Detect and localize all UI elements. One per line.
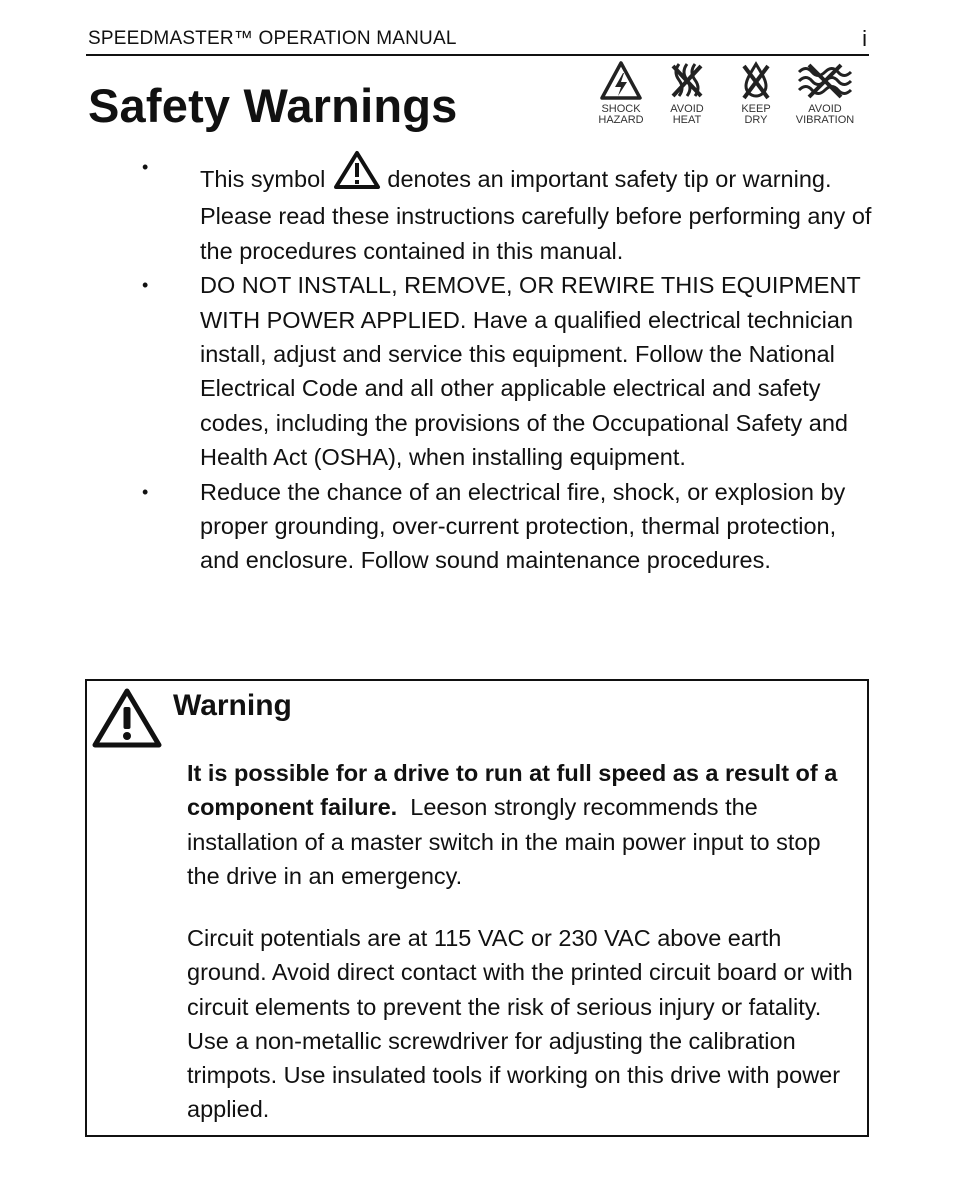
warning-triangle-icon [91, 687, 163, 751]
list-item [140, 150, 875, 268]
bullet-text-end: denotes an important safety tip or warning. Please read these instructions carefully before performing any of the procedures contained in this manual. [200, 166, 872, 264]
hazard-label: AVOID VIBRATION [795, 103, 855, 126]
list-item [140, 268, 875, 474]
hazard-label: SHOCK HAZARD [598, 103, 644, 126]
warning-text: Leeson strongly recommends the installation of a master switch in the main power input to stop the drive in an emergency. [187, 794, 821, 889]
list-item [140, 475, 875, 578]
warning-paragraph-1 [187, 756, 859, 893]
page-title: Safety Warnings [88, 79, 458, 132]
page-number: i [862, 26, 867, 51]
bullet-mark: • [142, 157, 149, 177]
shock-hazard-badge [586, 60, 656, 126]
avoid-vibration-icon [795, 60, 855, 102]
safety-bullet-list [140, 150, 875, 578]
bullet-text: Reduce the chance of an electrical fire, shock, or explosion by proper grounding, over-current protection, thermal protection, and enclosure. Follow sound maintenance procedures. [200, 478, 846, 574]
warning-title: Warning [173, 689, 292, 722]
bullet-mark: • [142, 275, 149, 296]
page-header [86, 28, 869, 56]
manual-title: SPEEDMASTER™ OPERATION MANUAL [88, 28, 457, 49]
keep-dry-icon [734, 60, 778, 102]
hazard-icon-row [586, 60, 866, 130]
shock-hazard-icon [599, 60, 643, 102]
avoid-heat-badge [652, 60, 722, 126]
warning-bold-text: It is possible for a drive to run at full speed as a result of a component failure. [187, 760, 838, 821]
bullet-text: DO NOT INSTALL, REMOVE, OR REWIRE THIS EQUIPMENT WITH POWER APPLIED. Have a qualified electrical technician install, adjust and service this equipment. Follow the National Electrical Code and all other applicable electrical and safety codes, including the provisions of the Occupational Safety and Health Act (OSHA), when installing equipment. [200, 272, 861, 471]
keep-dry-badge [721, 60, 791, 126]
hazard-label: KEEP DRY [741, 103, 771, 126]
avoid-heat-icon [665, 60, 709, 102]
warning-paragraph-2: Circuit potentials are at 115 VAC or 230 VAC above earth ground. Avoid direct contact with the printed circuit board or with circuit elements to prevent the risk of serious injury or fatality. Use a non-metallic screwdriver for adjusting the calibration trimpots. Use insulated tools if working on this drive with power applied. [187, 925, 853, 1123]
hazard-label: AVOID HEAT [670, 103, 704, 126]
warning-box [85, 679, 869, 1137]
avoid-vibration-badge [790, 60, 860, 126]
bullet-mark: • [142, 481, 149, 502]
warning-triangle-icon [333, 150, 381, 199]
bullet-text-start: This symbol [200, 166, 326, 192]
